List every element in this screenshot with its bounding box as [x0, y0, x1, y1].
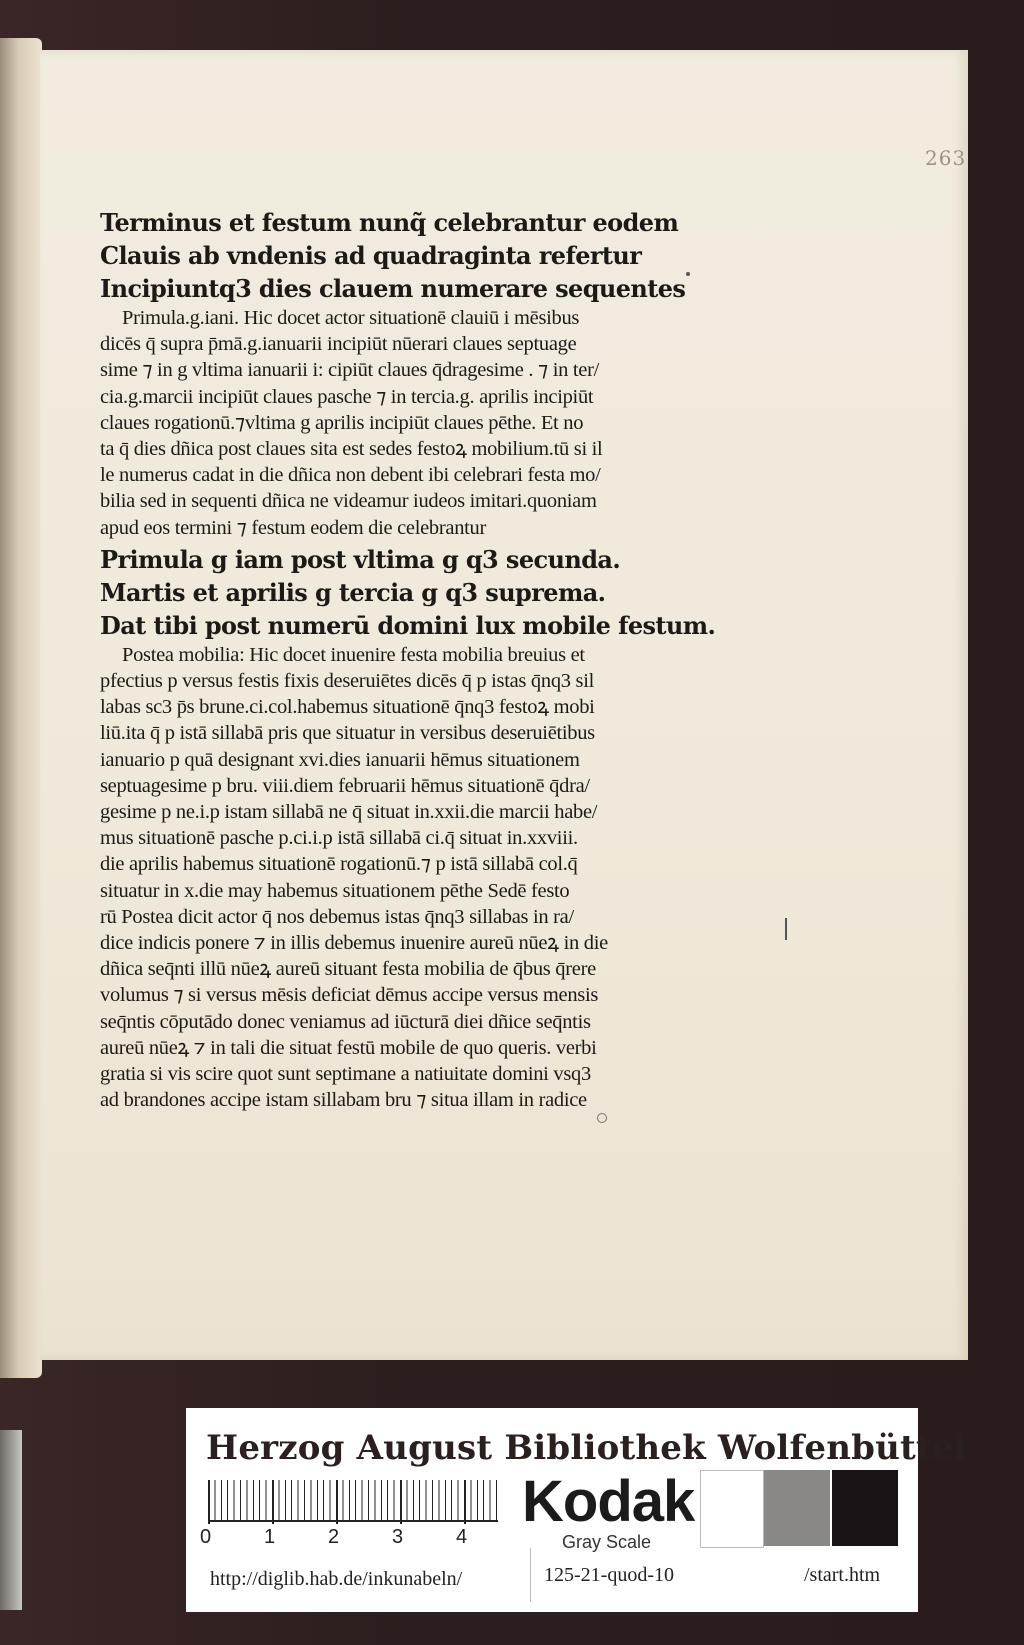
prose-line: septuagesime p bru. viii.diem februarii hēmus situationē q̄dra/	[100, 774, 590, 797]
ruler-major-tick	[336, 1480, 338, 1524]
prose-line: dñica seq̄nti illū nūeꝝ aureū situant festa mobilia de q̄bus q̄rere	[100, 958, 596, 981]
prose-line: sime ⁊ in g vltima ianuarii i: cipiūt claues q̄dragesime . ⁊ in ter/	[100, 359, 599, 382]
ruler-number: 4	[456, 1526, 468, 1548]
catalog-url: http://diglib.hab.de/inkunabeln/	[210, 1568, 463, 1590]
prose-line: rū Postea dicit actor q̄ nos debemus istas q̄nq3 sillabas in ra/	[100, 905, 574, 928]
ruler-major-tick	[464, 1480, 466, 1524]
verse-line: Incipiuntq3 dies clauem numerare sequentes	[100, 274, 686, 303]
prose-line: claues rogationū.⁊vltima g aprilis incipiūt claues pēthe. Et no	[100, 411, 584, 434]
shelfmark: 125-21-quod-10	[544, 1564, 674, 1586]
prose-line: aureū nūeꝝ ⁊ in tali die situat festū mobile de quo queris. verbi	[100, 1036, 597, 1059]
verse-line: Dat tibi post numerū domini lux mobile festum.	[100, 610, 716, 640]
left-page-edge	[0, 38, 42, 1378]
kodak-logo: Kodak	[522, 1469, 695, 1534]
prose-line: labas sc3 p̄s brune.ci.col.habemus situationē q̄nq3 festoꝝ mobi	[100, 696, 595, 719]
prose-line: situatur in x.die may habemus situationem pēthe Sedē festo	[100, 879, 570, 902]
ruler-number: 3	[392, 1526, 404, 1548]
margin-mark	[785, 918, 787, 940]
prose-line: cia.g.marcii incipiūt claues pasche ⁊ in tercia.g. aprilis incipiūt	[100, 385, 594, 408]
prose-line: gesime p ne.i.p istam sillabā ne q̄ situat in.xxii.die marcii habe/	[100, 801, 598, 824]
prose-line: ta q̄ dies dñica post claues sita est sedes festoꝝ mobilium.tū si il	[100, 438, 603, 461]
prose-line: seq̄ntis cōputādo donec veniamus ad iūcturā diei dñice seq̄ntis	[100, 1010, 591, 1033]
ruler-ticks	[208, 1480, 498, 1522]
ruler-major-tick	[272, 1480, 274, 1524]
verse-line: Terminus et festum nunq̃ celebrantur eodem	[100, 208, 679, 237]
prose-line: apud eos termini ⁊ festum eodem die celebrantur	[100, 516, 487, 539]
prose-line: liū.ita q̄ p istā sillabā pris que situatur in versibus deseruiētibus	[100, 722, 595, 745]
swatch-gray	[764, 1470, 830, 1546]
ruler-number: 2	[328, 1526, 340, 1548]
ruler-major-tick	[400, 1480, 402, 1524]
prose-line: Primula.g.iani. Hic docet actor situationē clauiū i mēsibus	[122, 307, 580, 329]
small-ring-mark	[597, 1113, 607, 1123]
prose-line: Postea mobilia: Hic docet inuenire festa mobilia breuius et	[122, 643, 585, 666]
prose-line: le numerus cadat in die dñica non debent ibi celebrari festa mo/	[100, 464, 601, 487]
ruler-number: 1	[264, 1526, 276, 1548]
prose-line: dicēs q̄ supra p̄mā.g.ianuarii incipiūt nūerari claues septuage	[100, 333, 577, 356]
folio-number: 263	[925, 146, 967, 170]
divider	[530, 1548, 531, 1602]
swatch-black	[832, 1470, 898, 1546]
prose-line: ianuario p quā designant xvi.dies ianuarii hēmus situationem	[100, 748, 580, 771]
library-name: Herzog August Bibliothek Wolfenbüttel	[206, 1428, 967, 1468]
prose-line: gratia si vis scire quot sunt septimane a natiuitate domini vsq3	[100, 1063, 591, 1086]
verse-line: Clauis ab vndenis ad quadraginta refertur	[100, 241, 642, 270]
prose-line: volumus ⁊ si versus mēsis deficiat dēmus accipe versus mensis	[100, 984, 599, 1007]
prose-line: die aprilis habemus situationē rogationū.⁊ p istā sillabā col.q̄	[100, 853, 578, 876]
prose-line: ad brandones accipe istam sillabam bru ⁊ situa illam in radice	[100, 1089, 587, 1112]
prose-line: pfectius p versus festis fixis deseruiētes dicēs q̄ p istas q̄nq3 sil	[100, 670, 595, 693]
prose-line: mus situationē pasche p.ci.i.p istā sillabā ci.q̄ situat in.xxviii.	[100, 827, 578, 850]
verse-line: Martis et aprilis g tercia g q3 suprema.	[100, 577, 606, 607]
ruler-number: 0	[200, 1526, 212, 1548]
gray-scale-label: Gray Scale	[562, 1532, 652, 1552]
left-page-strip	[0, 1430, 22, 1610]
page-text	[100, 206, 716, 1113]
verse-line: Primula g iam post vltima g q3 secunda.	[100, 544, 621, 574]
ruler-base	[208, 1520, 498, 1522]
prose-line: dice indicis ponere ⁊ in illis debemus inuenire aureū nūeꝝ in die	[100, 932, 608, 955]
prose-line: bilia sed in sequenti dñica ne videamur iudeos imitari.quoniam	[100, 490, 597, 513]
start-url: /start.htm	[804, 1564, 881, 1586]
swatch-white	[700, 1470, 764, 1548]
library-color-card	[186, 1408, 967, 1612]
ruler-major-tick	[208, 1480, 210, 1524]
